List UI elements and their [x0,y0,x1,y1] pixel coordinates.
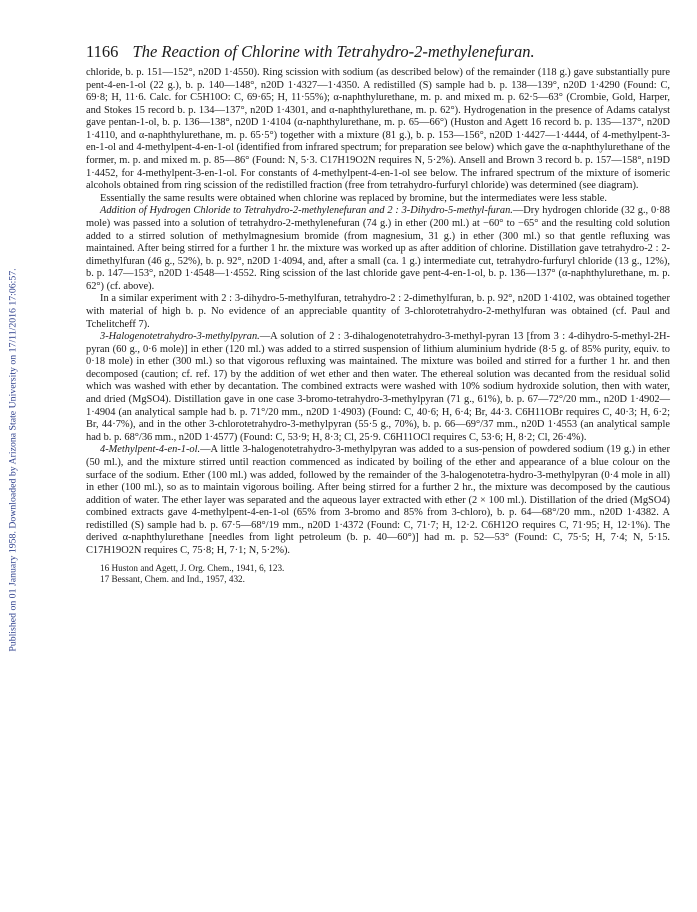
paragraph [86,193,670,206]
paragraph-text: In a similar experiment with 2 : 3-dihydro-5-methylfuran, tetrahydro-2 : 2-dimethylfuran, b. p. 92°, n20D 1·4102, was obtained together with material of high b. p. No evidence of an appreciable quantity of 3-chlorotetrahydro-2-methylfuran was obtained (cf. Paul and Tchelitcheff 7). [86,293,670,330]
section-heading: 4-Methylpent-4-en-1-ol. [100,444,201,456]
paragraph-text: —A little 3-halogenotetrahydro-3-methylpyran was added to a sus-pension of powdered sodium (19 g.) in ether (50 ml.), and the mixture stirred until reaction commenced as indicated by boiling of the ether and appearance of a blue colour on the surface of the sodium. Ether (100 ml.) was added, followed by the remainder of the 3-halogenotetra-hydro-3-methylpyran (0·4 mole in all) in ether (100 ml.), so as to maintain vigorous boiling. After being stirred for a further 2 hr., the mixture was decomposed by the cautious addition of water. The ether layer was separated and the aqueous layer extracted with ether (2 × 100 ml.). Distillation of the dried (MgSO4) combined extracts gave 4-methylpent-4-en-1-ol (65% from 3-bromo and 85% from 3-chloro), b. p. 64—68°/20 mm., n20D 1·4382. A redistilled (S) sample had b. p. 67·5—68°/19 mm., n20D 1·4372 (Found: C, 71·7; H, 12·2. C6H12O requires C, 71·95; H, 12·1%). The derived α-naphthylurethane [needles from light petroleum (b. p. 40—60°)] had m. p. 52—53° (Found: C, 75·5; H, 7·4; N, 5·15. C17H19O2N requires C, 75·8; H, 7·1; N, 5·2%). [86,444,670,556]
download-watermark [3,120,23,800]
paragraph-text: chloride, b. p. 151—152°, n20D 1·4550). Ring scission with sodium (as described below) of the remainder (118 g.) gave substantially pure pent-4-en-1-ol (22 g.), b. p. 140—148°, n20D 1·4327—1·4350. A redistilled (S) sample had b. p. 138—139°, n20D 1·4290 (Found: C, 69·8; H, 11·6. Calc. for C5H10O: C, 69·65; H, 11·55%); α-naphthylurethane, m. p. and mixed m. p. 62·5—63° (Crombie, Gold, Harper, and Stokes 15 record b. p. 134—137°, n20D 1·4301, and α-naphthylurethane, m. p. 62°). Hydrogenation in the presence of Adams catalyst gave pentan-1-ol, b. p. 136—138°, n20D 1·4104 (α-naphthylurethane, m. p. 65—66°) (Huston and Agett 16 record b. p. 135—137°, n20D 1·4110, and α-naphthylurethane, m. p. 65·5°) together with a mixture (81 g.), b. p. 153—156°, n20D 1·4427—1·4444, of 4-methylpent-3-en-1-ol and 4-methylpent-4-en-1-ol (identified from infrared spectrum; for preparation see below) which gave the α-naphthylurethane of the former, m. p. and mixed m. p. 85—86° (Found: N, 5·3. C17H19O2N requires N, 5·2%). Ansell and Brown 3 record b. p. 157—158°, n19D 1·4452, for 4-methylpent-3-en-1-ol. For constants of 4-methylpent-4-en-1-ol see below. The infrared spectrum of the mixture of isomeric alcohols obtained from ring scission of the redistilled fraction (free from tetrahydro-furfuryl chloride) was determined (see diagram). [86,67,670,192]
journal-page [86,42,670,585]
article-body [86,67,670,558]
paragraph-text: Essentially the same results were obtained when chlorine was replaced by bromine, but the intermediates were less stable. [100,192,607,204]
paragraph [86,293,670,331]
page-header [86,42,670,62]
paragraph-text: —A solution of 2 : 3-dihalogenotetrahydro-3-methyl-pyran 13 [from 3 : 4-dihydro-5-methyl-2H-pyran (60 g., 0·6 mole)] in ether (120 ml.) was added to a stirred suspension of lithium aluminium hydride (8·5 g. of 85% purity, equiv. to 0·18 mole) in ether (300 ml.) so that vigorous refluxing was maintained. The mixture was boiled and stirred for a further 1 hr. and then decomposed (caution; cf. ref. 17) by the addition of wet ether and then water. The ethereal solution was decanted from the residual solid which was washed with ether by decantation. The combined extracts were washed with 10% sodium hydroxide solution, then with water, and dried (MgSO4). Distillation gave in one case 3-bromo-tetrahydro-3-methylpyran (71 g., 61%), b. p. 67—72°/20 mm., n20D 1·4902—1·4904 (an analytical sample had b. p. 71°/20 mm., n20D 1·4903) (Found: C, 40·6; H, 6·4; Br, 44·3. C6H11OBr requires C, 40·3; H, 6·2; Br, 44·7%), and in the other 3-chlorotetrahydro-3-methylpyran (55·5 g., 70%), b. p. 66—69°/37 mm., n20D 1·4553 (an analytical sample had b. p. 68°/36 mm., n20D 1·4577) (Found: C, 53·9; H, 8·3; Cl, 25·9. C6H11OCl requires C, 53·6; H, 8·2; Cl, 26·4%). [86,331,670,443]
page-number: 1166 [86,42,119,61]
footnote: 16 Huston and Agett, J. Org. Chem., 1941, 6, 123. [100,562,285,573]
paragraph [86,331,670,444]
footnotes [86,563,670,585]
paragraph [86,205,670,293]
paragraph-text: —Dry hydrogen chloride (32 g., 0·88 mole) was passed into a solution of tetrahydro-2-methylenefuran (74 g.) in ether (200 ml.) at −60° to −65° and the resulting cold solution added to a stirred solution of methylmagnesium bromide (from magnesium, 31 g.) in ether (300 ml.) so that gentle refluxing was maintained. After being stirred for a further 1 hr. the mixture was worked up as after addition of chlorine. Distillation gave tetrahydro-2 : 2-dimethylfuran (46 g., 52%), b. p. 92°, n20D 1·4094, and, after a small (ca. 1 g.) intermediate cut, tetrahydro-furfuryl chloride (13 g., 12%), b. p. 147—153°, n20D 1·4548—1·4552. Ring scission of the last chloride gave pent-4-en-1-ol, b. p. 136—137° (α-naphthylurethane, m. p. 62°) (cf. above). [86,205,670,292]
download-watermark-text: Published on 01 January 1958. Downloaded by Arizona State University on 17/11/2016 17:06:57. [7,268,19,652]
running-title: The Reaction of Chlorine with Tetrahydro-2-methylenefuran. [132,42,535,61]
paragraph [86,444,670,557]
footnote: 17 Bessant, Chem. and Ind., 1957, 432. [100,573,245,584]
paragraph [86,67,670,193]
section-heading: Addition of Hydrogen Chloride to Tetrahydro-2-methylenefuran and 2 : 3-Dihydro-5-methyl-furan. [100,205,513,217]
section-heading: 3-Halogenotetrahydro-3-methylpyran. [100,331,260,343]
